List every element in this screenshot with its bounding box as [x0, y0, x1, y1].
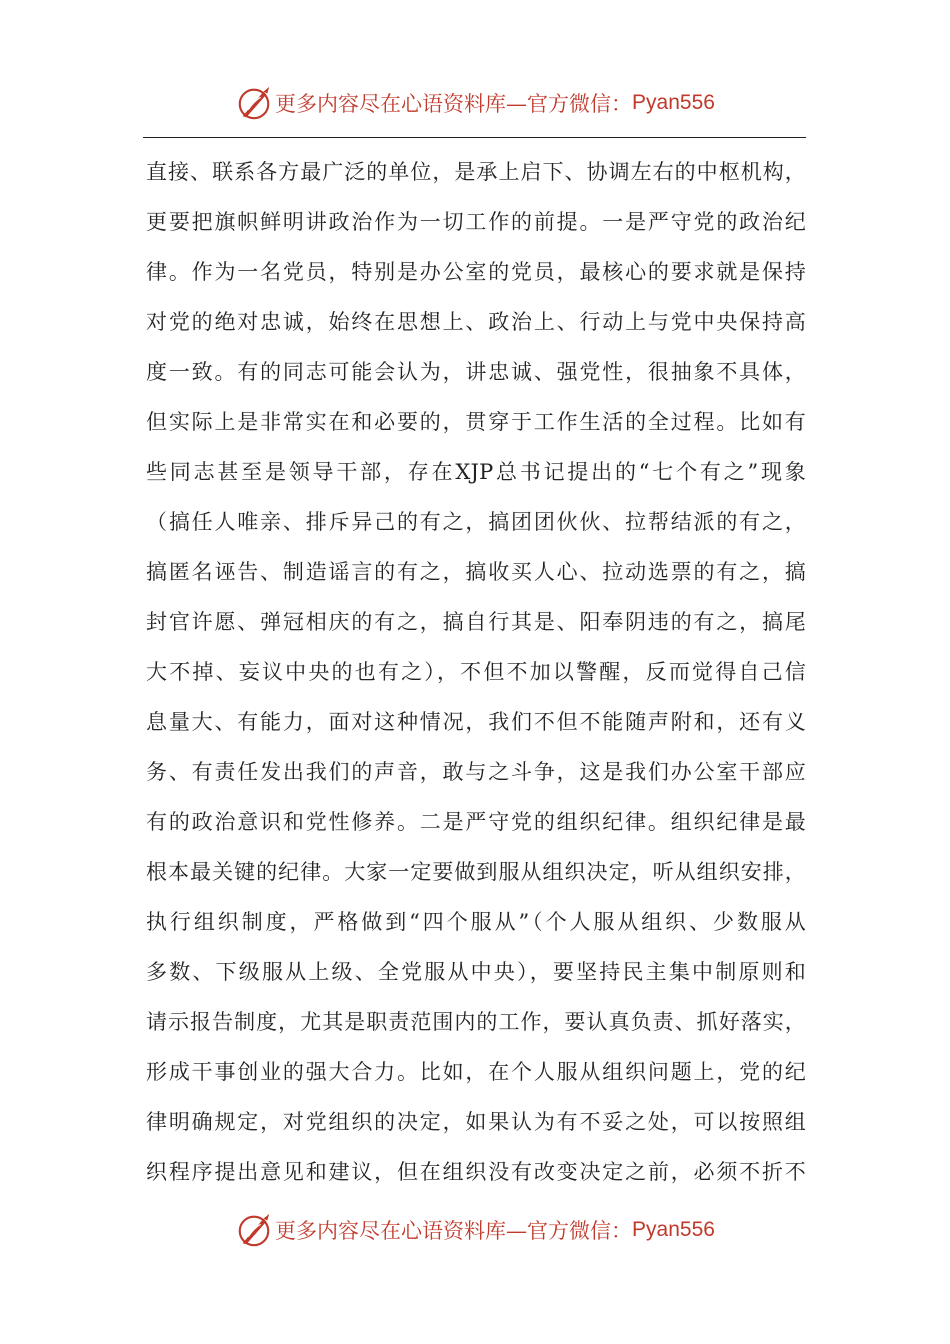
body-line: （搞任人唯亲、排斥异己的有之，搞团团伙伙、拉帮结派的有之，: [146, 510, 806, 534]
body-line: 有的政治意识和党性修养。二是严守党的组织纪律。组织纪律是最: [146, 810, 806, 834]
header-banner: [0, 80, 950, 126]
body-line: 些同志甚至是领导干部，存在XJP总书记提出的“七个有之”现象: [146, 460, 806, 484]
body-line: 直接、联系各方最广泛的单位，是承上启下、协调左右的中枢机构，: [146, 160, 806, 184]
footer-banner-contact: Pyan556: [632, 1218, 715, 1241]
body-line: 形成干事创业的强大合力。比如，在个人服从组织问题上，党的纪: [146, 1060, 806, 1084]
body-line: 对党的绝对忠诚，始终在思想上、政治上、行动上与党中央保持高: [146, 310, 806, 334]
body-line: 更要把旗帜鲜明讲政治作为一切工作的前提。一是严守党的政治纪: [146, 210, 806, 234]
footer-banner: [0, 1207, 950, 1253]
body-line: 息量大、有能力，面对这种情况，我们不但不能随声附和，还有义: [146, 710, 806, 734]
body-line: 度一致。有的同志可能会认为，讲忠诚、强党性，很抽象不具体，: [146, 360, 806, 384]
body-line: 请示报告制度，尤其是职责范围内的工作，要认真负责、抓好落实，: [146, 1010, 806, 1034]
body-line: 多数、下级服从上级、全党服从中央），要坚持民主集中制原则和: [146, 960, 806, 984]
footer-banner-text: 更多内容尽在心语资料库—官方微信：: [275, 1219, 633, 1243]
body-line: 但实际上是非常实在和必要的，贯穿于工作生活的全过程。比如有: [146, 410, 806, 434]
header-divider: [143, 137, 806, 138]
header-banner-text: 更多内容尽在心语资料库—官方微信：: [275, 92, 633, 116]
header-banner-contact: Pyan556: [632, 91, 715, 114]
body-line: 织程序提出意见和建议，但在组织没有改变决定之前，必须不折不: [146, 1160, 806, 1184]
body-line: 根本最关键的纪律。大家一定要做到服从组织决定，听从组织安排，: [146, 860, 806, 884]
body-line: 务、有责任发出我们的声音，敢与之斗争，这是我们办公室干部应: [146, 760, 806, 784]
body-line: 搞匿名诬告、制造谣言的有之，搞收买人心、拉动选票的有之，搞: [146, 560, 806, 584]
body-line: 封官许愿、弹冠相庆的有之，搞自行其是、阳奉阴违的有之，搞尾: [146, 610, 806, 634]
body-line: 大不掉、妄议中央的也有之），不但不加以警醒，反而觉得自己信: [146, 660, 806, 684]
document-body: [146, 147, 806, 1197]
body-line: 律明确规定，对党组织的决定，如果认为有不妥之处，可以按照组: [146, 1110, 806, 1134]
body-line: 执行组织制度，严格做到“四个服从”（个人服从组织、少数服从: [146, 910, 806, 934]
quill-logo-icon: [235, 1211, 273, 1249]
quill-logo-icon: [235, 84, 273, 122]
body-line: 律。作为一名党员，特别是办公室的党员，最核心的要求就是保持: [146, 260, 806, 284]
